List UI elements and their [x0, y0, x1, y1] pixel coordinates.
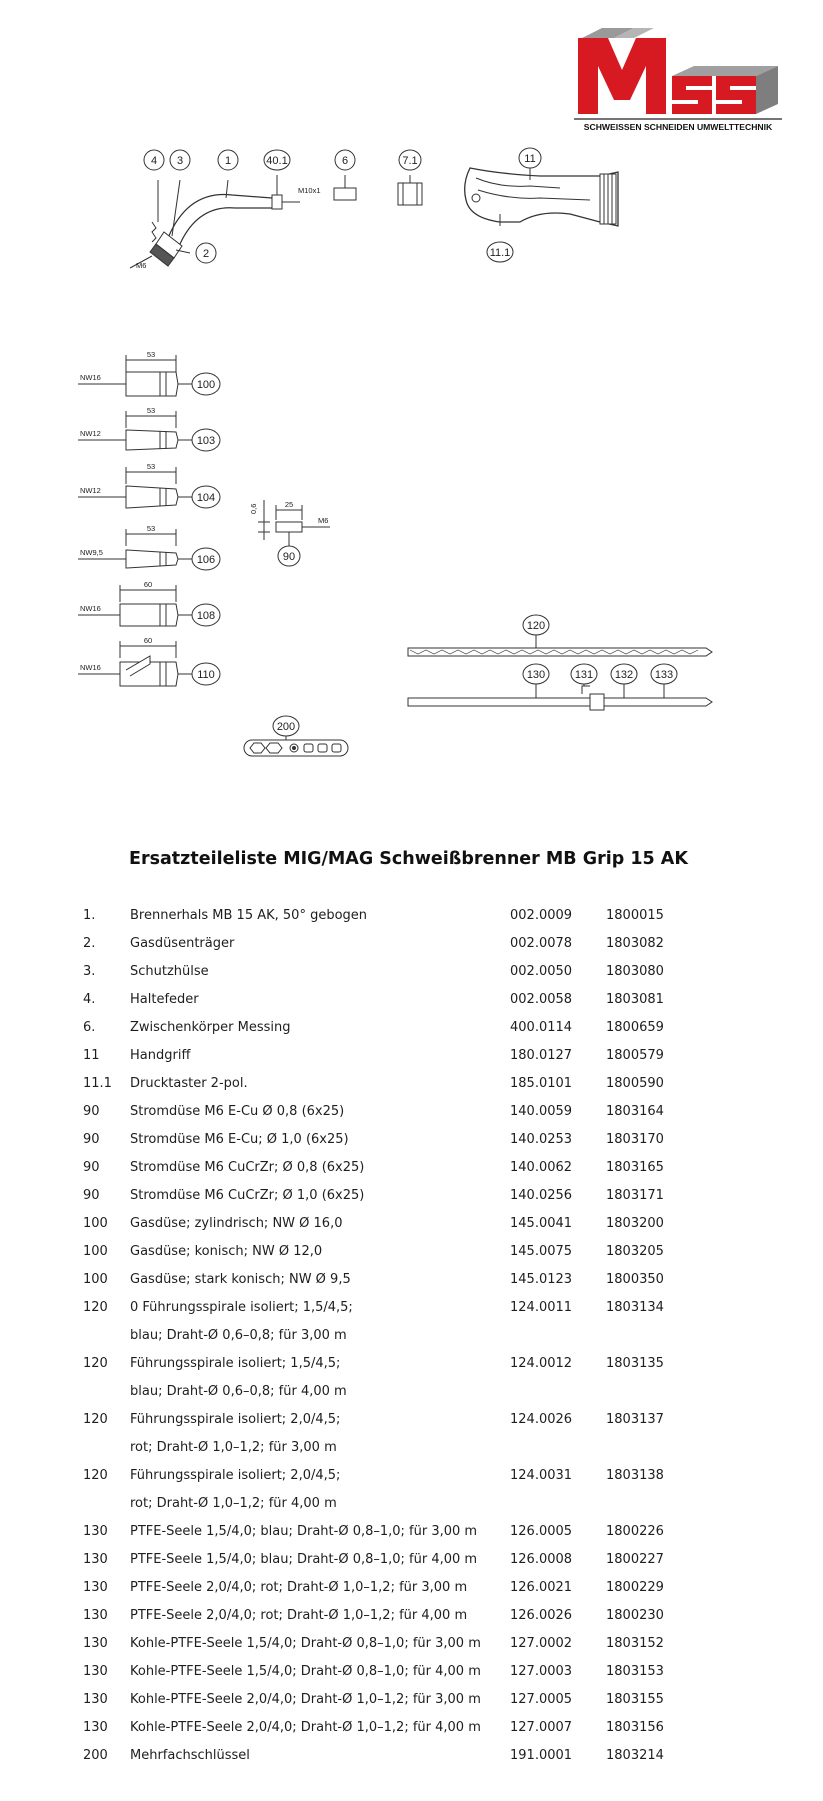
- parts-row: [0, 1518, 823, 1546]
- callout-90: 90: [282, 551, 296, 563]
- parts-row: [0, 1630, 823, 1658]
- part-description: Gasdüse; stark konisch; NW Ø 9,5: [130, 1272, 351, 1287]
- callout-131: 131: [574, 669, 594, 681]
- part-article-number: 002.0078: [510, 936, 573, 951]
- part-description: Führungsspirale isoliert; 2,0/4,5;: [130, 1412, 341, 1427]
- part-position: 130: [83, 1580, 108, 1595]
- part-description: Drucktaster 2-pol.: [130, 1076, 248, 1091]
- part-description: blau; Draht-Ø 0,6–0,8; für 4,00 m: [130, 1384, 347, 1399]
- part-order-number: 1803214: [606, 1748, 664, 1763]
- part-position: 4.: [83, 992, 96, 1007]
- exploded-parts-diagram: [0, 0, 823, 800]
- part-position: 130: [83, 1524, 108, 1539]
- callout-11: 11: [524, 153, 536, 165]
- part-position: 120: [83, 1300, 108, 1315]
- callout-200: 200: [276, 721, 296, 733]
- part-position: 100: [83, 1216, 108, 1231]
- part-description: Stromdüse M6 CuCrZr; Ø 1,0 (6x25): [130, 1188, 365, 1203]
- dim-60-b: 60: [143, 636, 153, 645]
- part-position: 11.1: [83, 1076, 112, 1091]
- part-article-number: 124.0012: [510, 1356, 573, 1371]
- part-article-number: 127.0005: [510, 1692, 573, 1707]
- parts-row: [0, 1294, 823, 1322]
- callout-120: 120: [526, 620, 546, 632]
- part-order-number: 1803153: [606, 1664, 664, 1679]
- part-description: Brennerhals MB 15 AK, 50° gebogen: [130, 908, 368, 923]
- parts-row: [0, 1462, 823, 1490]
- part-article-number: 140.0256: [510, 1188, 573, 1203]
- part-description: Stromdüse M6 E-Cu Ø 0,8 (6x25): [130, 1104, 345, 1119]
- part-position: 11: [83, 1048, 100, 1063]
- part-position: 120: [83, 1356, 108, 1371]
- parts-row: [0, 1266, 823, 1294]
- part-description: PTFE-Seele 1,5/4,0; blau; Draht-Ø 0,8–1,0; für 3,00 m: [130, 1524, 478, 1539]
- part-order-number: 1800590: [606, 1076, 664, 1091]
- callout-108: 108: [196, 610, 216, 622]
- parts-row: [0, 1238, 823, 1266]
- parts-list-title: Ersatzteileliste MIG/MAG Schweißbrenner MB Grip 15 AK: [129, 849, 688, 869]
- part-description: Mehrfachschlüssel: [130, 1748, 250, 1763]
- part-article-number: 126.0008: [510, 1552, 573, 1567]
- part-order-number: 1803200: [606, 1216, 664, 1231]
- callout-104: 104: [196, 492, 216, 504]
- part-description: Haltefeder: [130, 992, 199, 1007]
- part-order-number: 1803081: [606, 992, 664, 1007]
- parts-row: [0, 1714, 823, 1742]
- part-order-number: 1800230: [606, 1608, 664, 1623]
- part-article-number: 126.0005: [510, 1524, 573, 1539]
- parts-row: [0, 1602, 823, 1630]
- part-article-number: 400.0114: [510, 1020, 573, 1035]
- part-article-number: 124.0026: [510, 1412, 573, 1427]
- part-article-number: 127.0007: [510, 1720, 573, 1735]
- part-description: 0 Führungsspirale isoliert; 1,5/4,5;: [130, 1300, 353, 1315]
- part-article-number: 126.0026: [510, 1608, 573, 1623]
- callout-100: 100: [196, 379, 216, 391]
- part-article-number: 140.0059: [510, 1104, 573, 1119]
- part-description: Zwischenkörper Messing: [130, 1020, 291, 1035]
- part-order-number: 1803082: [606, 936, 664, 951]
- part-position: 3.: [83, 964, 96, 979]
- dim-53-b: 53: [146, 406, 156, 415]
- callout-6: 6: [341, 155, 349, 167]
- part-description: Gasdüsenträger: [130, 936, 235, 951]
- part-description: Gasdüse; konisch; NW Ø 12,0: [130, 1244, 323, 1259]
- parts-row: [0, 1658, 823, 1686]
- parts-row: [0, 1406, 823, 1434]
- part-position: 90: [83, 1132, 100, 1147]
- dim-0-6: 0,6: [249, 503, 258, 514]
- part-description: Kohle-PTFE-Seele 1,5/4,0; Draht-Ø 0,8–1,0; für 4,00 m: [130, 1664, 481, 1679]
- callout-110: 110: [197, 669, 215, 681]
- parts-row: [0, 1182, 823, 1210]
- parts-row: [0, 1546, 823, 1574]
- callout-1: 1: [224, 155, 232, 167]
- parts-row: [0, 1322, 823, 1350]
- label-nw9-5: NW9,5: [80, 548, 103, 557]
- parts-row: [0, 1014, 823, 1042]
- parts-row: [0, 1686, 823, 1714]
- parts-row: [0, 1210, 823, 1238]
- label-nw12-b: NW12: [80, 486, 101, 495]
- part-order-number: 1803138: [606, 1468, 664, 1483]
- part-order-number: 1803171: [606, 1188, 664, 1203]
- part-article-number: 124.0011: [510, 1300, 573, 1315]
- part-position: 130: [83, 1720, 108, 1735]
- part-article-number: 145.0041: [510, 1216, 573, 1231]
- callout-103: 103: [196, 435, 216, 447]
- part-article-number: 127.0003: [510, 1664, 573, 1679]
- callout-11-1: 11.1: [489, 247, 511, 259]
- dim-25: 25: [284, 500, 294, 509]
- part-order-number: 1800579: [606, 1048, 664, 1063]
- part-position: 100: [83, 1272, 108, 1287]
- part-description: blau; Draht-Ø 0,6–0,8; für 3,00 m: [130, 1328, 347, 1343]
- parts-row: [0, 1434, 823, 1462]
- parts-row: [0, 1070, 823, 1098]
- part-position: 130: [83, 1664, 108, 1679]
- part-description: Stromdüse M6 E-Cu; Ø 1,0 (6x25): [130, 1132, 349, 1147]
- part-article-number: 145.0123: [510, 1272, 573, 1287]
- part-position: 90: [83, 1160, 100, 1175]
- dim-60-a: 60: [143, 580, 153, 589]
- part-position: 90: [83, 1104, 100, 1119]
- label-nw16-b: NW16: [80, 604, 101, 613]
- part-description: Stromdüse M6 CuCrZr; Ø 0,8 (6x25): [130, 1160, 365, 1175]
- part-order-number: 1803170: [606, 1132, 664, 1147]
- part-position: 6.: [83, 1020, 96, 1035]
- parts-row: [0, 1154, 823, 1182]
- part-order-number: 1803137: [606, 1412, 664, 1427]
- callout-7-1: 7.1: [402, 155, 418, 167]
- part-order-number: 1803165: [606, 1160, 664, 1175]
- part-description: Kohle-PTFE-Seele 2,0/4,0; Draht-Ø 1,0–1,2; für 4,00 m: [130, 1720, 481, 1735]
- part-position: 90: [83, 1188, 100, 1203]
- part-article-number: 185.0101: [510, 1076, 573, 1091]
- part-description: Gasdüse; zylindrisch; NW Ø 16,0: [130, 1216, 343, 1231]
- part-order-number: 1803156: [606, 1720, 664, 1735]
- part-article-number: 002.0050: [510, 964, 573, 979]
- part-description: Kohle-PTFE-Seele 2,0/4,0; Draht-Ø 1,0–1,2; für 3,00 m: [130, 1692, 481, 1707]
- callout-106: 106: [196, 554, 216, 566]
- parts-row: [0, 1574, 823, 1602]
- part-article-number: 145.0075: [510, 1244, 573, 1259]
- part-description: PTFE-Seele 2,0/4,0; rot; Draht-Ø 1,0–1,2; für 4,00 m: [130, 1608, 468, 1623]
- callout-3: 3: [176, 155, 184, 167]
- part-article-number: 127.0002: [510, 1636, 573, 1651]
- part-position: 200: [83, 1748, 108, 1763]
- part-order-number: 1800226: [606, 1524, 664, 1539]
- label-m6-neck: M6: [136, 261, 147, 270]
- label-nw16-c: NW16: [80, 663, 101, 672]
- part-article-number: 126.0021: [510, 1580, 573, 1595]
- part-description: Schutzhülse: [130, 964, 209, 979]
- callout-133: 133: [654, 669, 674, 681]
- parts-row: [0, 1126, 823, 1154]
- part-order-number: 1803164: [606, 1104, 664, 1119]
- part-article-number: 180.0127: [510, 1048, 573, 1063]
- parts-row: [0, 1742, 823, 1770]
- part-article-number: 140.0253: [510, 1132, 573, 1147]
- part-description: Handgriff: [130, 1048, 191, 1063]
- label-nw12-a: NW12: [80, 429, 101, 438]
- part-description: Kohle-PTFE-Seele 1,5/4,0; Draht-Ø 0,8–1,0; für 3,00 m: [130, 1636, 481, 1651]
- parts-row: [0, 902, 823, 930]
- part-position: 120: [83, 1468, 108, 1483]
- parts-row: [0, 986, 823, 1014]
- part-position: 2.: [83, 936, 96, 951]
- part-order-number: 1803152: [606, 1636, 664, 1651]
- part-description: PTFE-Seele 2,0/4,0; rot; Draht-Ø 1,0–1,2; für 3,00 m: [130, 1580, 468, 1595]
- part-article-number: 124.0031: [510, 1468, 573, 1483]
- part-description: PTFE-Seele 1,5/4,0; blau; Draht-Ø 0,8–1,0; für 4,00 m: [130, 1552, 478, 1567]
- callout-130: 130: [526, 669, 546, 681]
- part-order-number: 1800015: [606, 908, 664, 923]
- parts-row: [0, 1378, 823, 1406]
- parts-row: [0, 930, 823, 958]
- part-order-number: 1803134: [606, 1300, 664, 1315]
- part-order-number: 1803205: [606, 1244, 664, 1259]
- callout-132: 132: [614, 669, 634, 681]
- dim-53-a: 53: [146, 350, 156, 359]
- callout-2: 2: [202, 248, 210, 260]
- part-order-number: 1803080: [606, 964, 664, 979]
- part-order-number: 1803135: [606, 1356, 664, 1371]
- parts-row: [0, 1042, 823, 1070]
- part-order-number: 1800659: [606, 1020, 664, 1035]
- part-position: 130: [83, 1552, 108, 1567]
- part-position: 130: [83, 1636, 108, 1651]
- part-description: Führungsspirale isoliert; 2,0/4,5;: [130, 1468, 341, 1483]
- callout-40-1: 40.1: [266, 155, 288, 167]
- part-order-number: 1800229: [606, 1580, 664, 1595]
- part-position: 120: [83, 1412, 108, 1427]
- part-article-number: 140.0062: [510, 1160, 573, 1175]
- part-description: rot; Draht-Ø 1,0–1,2; für 4,00 m: [130, 1496, 337, 1511]
- parts-list: [0, 902, 823, 1770]
- part-description: Führungsspirale isoliert; 1,5/4,5;: [130, 1356, 341, 1371]
- part-order-number: 1803155: [606, 1692, 664, 1707]
- part-article-number: 002.0058: [510, 992, 573, 1007]
- label-m10x1: M10x1: [298, 186, 321, 195]
- part-order-number: 1800227: [606, 1552, 664, 1567]
- label-m6-tip: M6: [318, 516, 329, 525]
- part-position: 130: [83, 1608, 108, 1623]
- logo-tagline: SCHWEISSEN SCHNEIDEN UMWELTTECHNIK: [583, 122, 773, 132]
- part-position: 100: [83, 1244, 108, 1259]
- part-description: rot; Draht-Ø 1,0–1,2; für 3,00 m: [130, 1440, 337, 1455]
- part-article-number: 002.0009: [510, 908, 573, 923]
- parts-row: [0, 958, 823, 986]
- part-position: 1.: [83, 908, 96, 923]
- part-position: 130: [83, 1692, 108, 1707]
- parts-row: [0, 1350, 823, 1378]
- parts-row: [0, 1098, 823, 1126]
- callout-4: 4: [150, 155, 158, 167]
- part-article-number: 191.0001: [510, 1748, 573, 1763]
- dim-53-c: 53: [146, 462, 156, 471]
- label-nw16-a: NW16: [80, 373, 101, 382]
- parts-row: [0, 1490, 823, 1518]
- dim-53-d: 53: [146, 524, 156, 533]
- part-order-number: 1800350: [606, 1272, 664, 1287]
